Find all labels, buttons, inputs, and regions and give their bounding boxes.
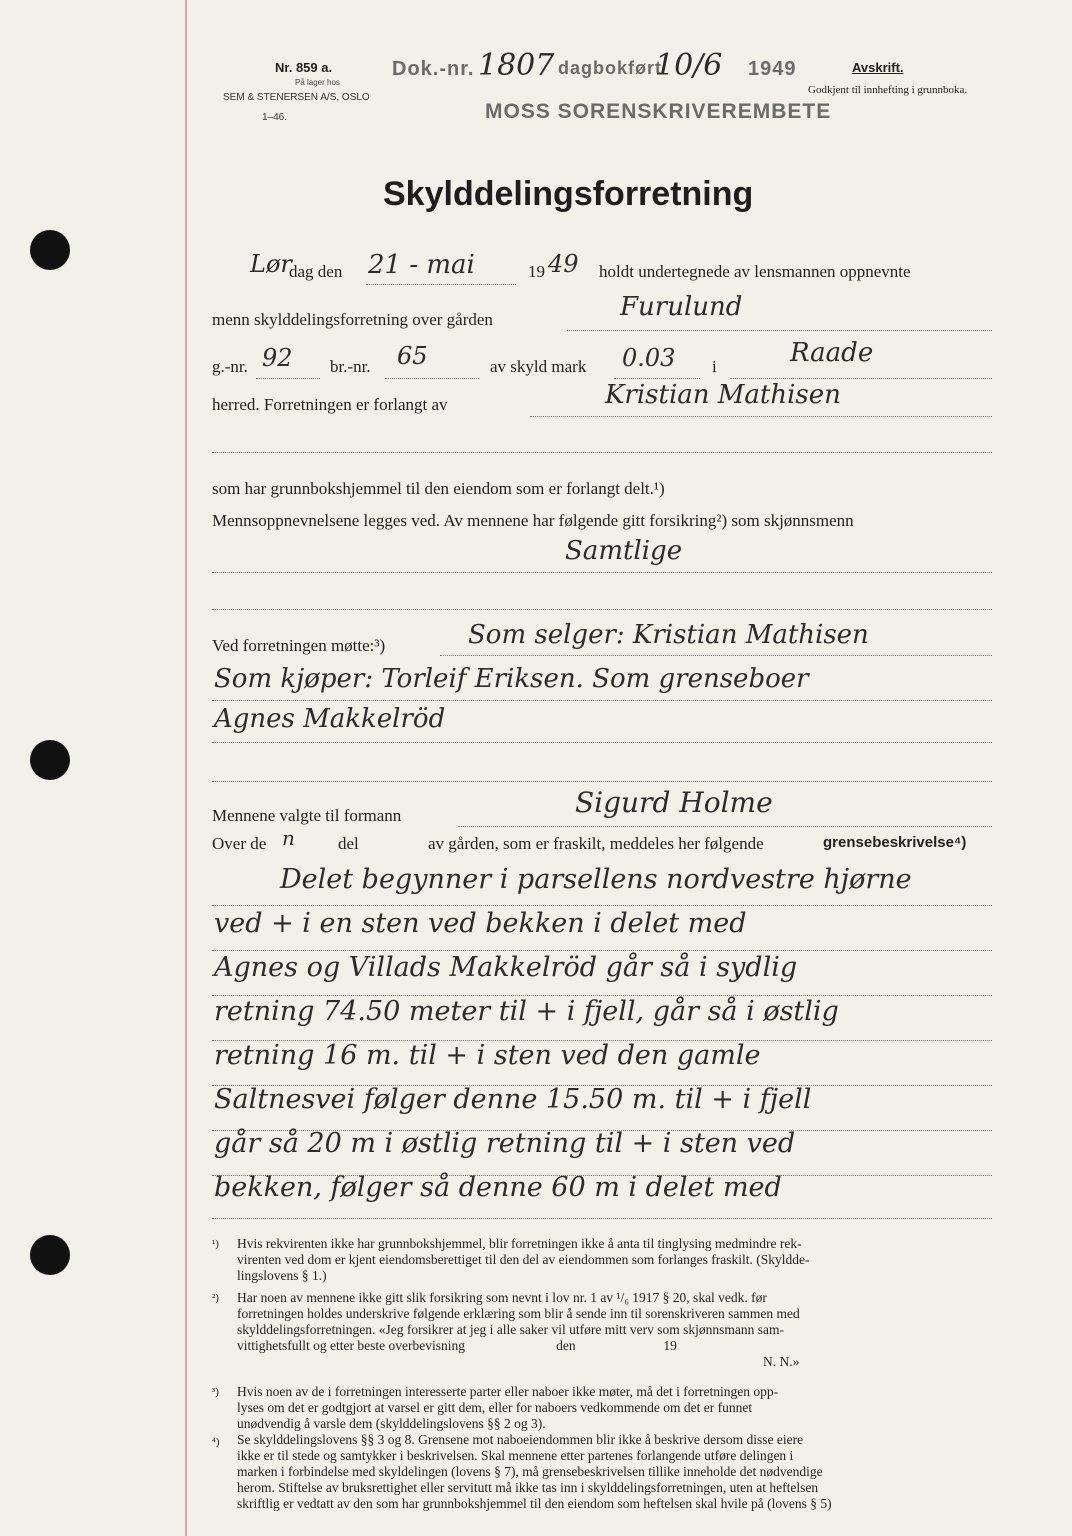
footnote-line: skriftlig er vedtatt av den som har grunnbokshjemmel til den eiendom som heftelsen skal hvile på (lovens § 5): [237, 1496, 832, 1511]
requester-handwritten: Kristian Mathisen: [605, 380, 841, 410]
year-prefix: 19: [528, 262, 545, 281]
del-label: del: [338, 834, 359, 853]
mote-label: Ved forretningen møtte:³): [212, 636, 386, 655]
menn-text: menn skylddelingsforretning over gården: [212, 310, 493, 329]
fill-line: [212, 572, 992, 573]
fill-line: [458, 826, 992, 827]
description-line: Delet begynner i parsellens nordvestre hjørne: [280, 864, 912, 895]
godkjent-text: Godkjent til innhefting i grunnboka.: [808, 84, 968, 96]
over-handwritten: n: [282, 826, 295, 850]
footnote-line: N. N.»: [763, 1354, 800, 1369]
form-number: Nr. 859 a.: [275, 60, 333, 75]
punch-hole: [30, 230, 70, 270]
footnote-number: ²): [212, 1292, 219, 1304]
skyld-handwritten: 0.03: [622, 344, 676, 372]
date-handwritten: 21 - mai: [368, 250, 475, 280]
fill-line: [212, 905, 992, 906]
description-line: går så 20 m i østlig retning til + i sten ved: [214, 1128, 796, 1159]
dagbokfort-value: 10/6: [655, 48, 723, 83]
footnote-line: unødvendig å varsle dem (skylddelingslovens §§ 2 og 3).: [237, 1416, 546, 1431]
footnote-line: marken i forbindelse med skyldelingen (lovens § 7), må grensebeskrivelsen tillike inneholde det nødvendige: [237, 1464, 823, 1479]
footnote-line: Har noen av mennene ikke gitt slik forsikring som nevnt i lov nr. 1 av ¹/₆ 1917 § 20, skal vedk. før: [237, 1290, 767, 1305]
footnote-line: ikke er til stede og samtykker i beskrivelsen. Skal mennene etter partenes forlangende utføre delingen i: [237, 1448, 794, 1463]
fill-line: [212, 950, 992, 951]
dag-den-label: dag den: [289, 262, 343, 281]
punch-hole: [30, 1235, 70, 1275]
year-handwritten: 49: [548, 250, 579, 278]
oppnevnelse-text: Mennsoppnevnelsene legges ved. Av mennene har følgende gitt forsikring²) som skjønnsmenn: [212, 511, 854, 530]
footnote-line: Hvis noen av de i forretningen interesserte parter eller naboer ikke møter, må det i forretningen opp-: [237, 1384, 779, 1399]
gnr-handwritten: 92: [262, 344, 293, 372]
forsikring-handwritten: Samtlige: [565, 536, 683, 566]
herred-label: herred. Forretningen er forlangt av: [212, 395, 448, 414]
description-line: ved + i en sten ved bekken i delet med: [214, 908, 747, 939]
fill-line: [212, 609, 992, 610]
farm-handwritten: Furulund: [620, 292, 743, 322]
over-label: Over de: [212, 834, 267, 853]
brnr-handwritten: 65: [397, 342, 428, 370]
fill-line: [730, 378, 992, 379]
fill-line: [530, 416, 992, 417]
fill-line: [256, 378, 320, 379]
description-line: retning 74.50 meter til + i fjell, går så i østlig: [214, 996, 839, 1027]
footnote-number: ¹): [212, 1238, 219, 1250]
day-handwritten: Lør: [250, 250, 292, 278]
publisher-line: 1–46.: [262, 112, 288, 123]
footnote-line: forretningen holdes underskrive følgende erklæring som blir å sende inn til sorenskriveren sammen med: [237, 1306, 800, 1321]
fill-line: [440, 655, 992, 656]
fill-line: [567, 330, 992, 331]
footnote-line: skylddelingsforretningen. «Jeg forsikrer at jeg i alle saker vil utføre mitt verv som skjønnsmann sam-: [237, 1322, 785, 1337]
fill-line: [212, 781, 992, 782]
footnote-line: herom. Stiftelse av bruksrettighet eller servitutt må ikke tas inn i skylddelingsforretningen, uten at heftelsen: [237, 1480, 819, 1495]
herred-handwritten: Raade: [790, 338, 874, 368]
footnote-line: vittighetsfullt og etter beste overbevisning den 19: [237, 1338, 677, 1353]
footnote-line: lyses om det er godtgjort at varsel er gitt dem, eller for naboers vedkommende om det er funnet: [237, 1400, 753, 1415]
footnote-line: lingslovens § 1.): [237, 1268, 327, 1283]
hjemmel-text: som har grunnbokshjemmel til den eiendom som er forlangt delt.¹): [212, 479, 665, 498]
grense-label: grensebeskrivelse⁴): [823, 834, 967, 851]
footnote-line: Se skylddelingslovens §§ 3 og 8. Grensene mot naboeiendommen blir ikke å beskrive dersom disse eiere: [237, 1432, 804, 1447]
description-line: Saltnesvei følger denne 15.50 m. til + i fjell: [214, 1084, 812, 1115]
mote-handwritten: Som selger: Kristian Mathisen: [468, 620, 869, 650]
brnr-label: br.-nr.: [330, 357, 371, 376]
mote-handwritten: Agnes Makkelröd: [214, 704, 446, 734]
fill-line: [385, 378, 479, 379]
skyld-label: av skyld mark: [490, 357, 587, 376]
document-title: Skylddelingsforretning: [383, 175, 754, 213]
description-line: retning 16 m. til + i sten ved den gamle: [214, 1040, 761, 1071]
formann-label: Mennene valgte til formann: [212, 806, 402, 825]
punch-hole: [30, 740, 70, 780]
fill-line: [212, 742, 992, 743]
margin-rule: [185, 0, 187, 1536]
publisher-line: SEM & STENERSEN A/S, OSLO: [223, 92, 370, 103]
fill-line: [614, 378, 700, 379]
publisher-line: På lager hos: [295, 78, 340, 87]
fill-line: [212, 452, 992, 453]
formann-handwritten: Sigurd Holme: [575, 786, 773, 819]
avskrift-label: Avskrift.: [852, 60, 904, 75]
office-stamp: MOSS SORENSKRIVEREMBETE: [485, 100, 832, 123]
i-label: i: [712, 357, 717, 376]
fill-line: [212, 700, 992, 701]
fill-line: [212, 1218, 992, 1219]
footnote-number: ⁴): [212, 1436, 220, 1448]
dok-nr-value: 1807: [478, 48, 555, 83]
holdt-text: holdt undertegnede av lensmannen oppnevnte: [599, 262, 911, 281]
dagbokfort-label: dagbokført: [558, 58, 662, 78]
over-rest-text: av gården, som er fraskilt, meddeles her følgende: [428, 834, 764, 853]
mote-handwritten: Som kjøper: Torleif Eriksen. Som grenseboer: [214, 664, 809, 694]
dok-nr-label: Dok.-nr.: [392, 58, 475, 80]
gnr-label: g.-nr.: [212, 357, 248, 376]
footnote-number: ³): [212, 1386, 219, 1398]
description-line: bekken, følger så denne 60 m i delet med: [214, 1172, 782, 1203]
footnote-line: Hvis rekvirenten ikke har grunnbokshjemmel, blir forretningen ikke å anta til tinglysing medmindre rek-: [237, 1236, 802, 1251]
description-line: Agnes og Villads Makkelröd går så i sydlig: [214, 952, 798, 983]
fill-line: [366, 284, 516, 285]
year-stamp: 1949: [748, 58, 797, 80]
footnote-line: virenten ved dom er kjent eiendomsberettiget til den del av eiendommen som forlanges fraskilt. (Skyldde-: [237, 1252, 810, 1267]
